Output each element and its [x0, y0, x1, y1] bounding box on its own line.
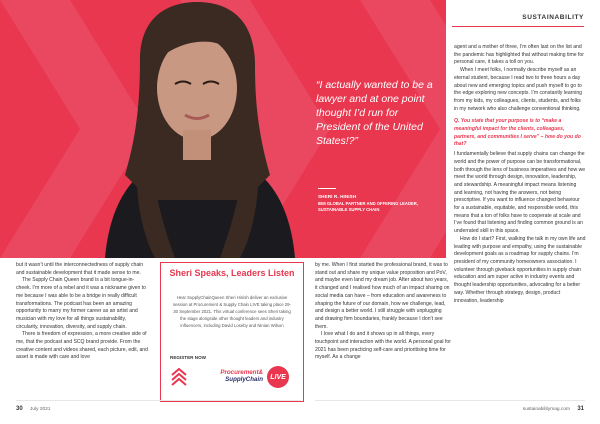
paragraph: There is freedom of expression, a more creative side of me, that the podcast and SCQ brand provide. From the creative content and videos shared, each picture, edit, and asset is made with care and love — [16, 331, 148, 361]
footer-divider-left — [16, 400, 301, 401]
paragraph: I love what I do and it shows up in all things, every touchpoint and interaction with the world. A personal goal for 2021 has been practicing self-care and prioritising time for myself. As a change — [315, 331, 451, 361]
chevron-up-icon — [171, 368, 187, 386]
procurement-supply-chain-logo[interactable] — [205, 369, 263, 383]
paragraph: When I meet folks, I normally describe myself as an eternal student, because I read two to three hours a day about new and emerging topics and push myself to go to the edge exploring new concepts. I’m constantly learning from my kids, my colleagues, clients, students, and folks in my network who also challenge conventional thinking. — [454, 67, 582, 112]
section-label: SUSTAINABILITY — [522, 14, 584, 21]
paragraph: by me. When I first started the professional brand, it was to stand out and share my unique value proposition and PoV, and maybe even land my dream job. After about two years, it changed and I realised how much of an impact sharing on social media can have – from education and awareness to shaping the future of our domain, how we challenge, lead, and design a better world. I still struggle with unplugging and drawing firm boundaries, frankly because I don’t see them. — [315, 262, 450, 330]
magazine-url[interactable]: sustainabilitymag.com — [522, 407, 570, 412]
promo-title: Sheri Speaks, Leaders Listen — [169, 268, 295, 278]
attribution-name: SHERI R. HINISH — [318, 194, 357, 199]
article-column-4 — [454, 44, 586, 305]
logo-line-1: Procurement& — [220, 369, 263, 376]
logo-line-2: SupplyChain — [225, 376, 263, 383]
register-now-link[interactable]: REGISTER NOW — [170, 355, 206, 360]
paragraph: agent and a mother of three, I’m often last on the list and the pandemic has highlighted that without making time for personal care, it takes a toll on you. — [454, 44, 584, 66]
article-column-1 — [16, 262, 148, 362]
issue-date: July 2021 — [30, 407, 51, 412]
section-divider — [452, 26, 584, 27]
article-column-3 — [315, 262, 451, 362]
interview-question: Q. You state that your purpose is to “make a meaningful impact for the clients, colleagues, partners, and communities I serve” – how do you do that? — [454, 118, 581, 148]
paragraph: I fundamentally believe that supply chains can change the world and the power of purpose can be transformational, both through the lens of business imperatives and how we meet the world through design, innovation, leadership, and stewardship. A meaningful impact means listening and learning, not having the answers, not being prescriptive. If you want to influence changed behaviour for a sustainable, equitable, and responsible world, this means that a ton of folks have to cooperate at scale and I’ve found that listening and finding common ground is an underrated skill in this space. — [454, 151, 586, 235]
live-badge[interactable]: LIVE — [267, 366, 289, 388]
promo-body: Hear SupplyChainQueen Sheri Hinish deliver an exclusive session at Procurement & Supply Chain LIVE taking place 29-30 September 2021. This virtual conference sees Sheri taking the stage alongside other thought leaders and industry influencers, including David Loseby and Ninian Wilson — [173, 295, 291, 328]
portrait-photo — [95, 0, 300, 258]
event-promo-box — [160, 262, 304, 402]
pull-quote: “I actually wanted to be a lawyer and at one point thought I’d run for President of the United States!?” — [316, 79, 433, 147]
attribution-role: IBM GLOBAL PARTNER AND OFFERING LEADER, SUSTAINABLE SUPPLY CHAIN — [318, 201, 418, 212]
footer-divider-right — [315, 400, 585, 401]
attribution-divider — [318, 188, 336, 189]
paragraph: The Supply Chain Queen brand is a bit tongue-in-cheek. I’m more of a rebel and it was a nickname given to me because I was able to be a bridge in really difficult transformations. The podcast has been an amazing opportunity to marry my former career as an artist and musician with my love for all things sustainability, circularity, innovation, diversity, and supply chain. — [16, 277, 146, 330]
paragraph: but it wasn’t until the interconnectedness of supply chain and sustainable development that it made sense to me. — [16, 262, 144, 276]
hero-banner — [0, 0, 446, 258]
page-number-left: 30 — [16, 406, 23, 412]
page-number-right: 31 — [577, 406, 584, 412]
paragraph: How do I start? First, walking the talk in my own life and leading with purpose and empathy, using the sustainable development goals as a roadmap for supply chains. I’m president of my community homeowners association. I volunteer through giveback opportunities in supply chain education and am super active in industry events and thought leadership opportunities, advocating for a better way. Whether through strategy, design, product innovation, leadership — [454, 235, 586, 304]
